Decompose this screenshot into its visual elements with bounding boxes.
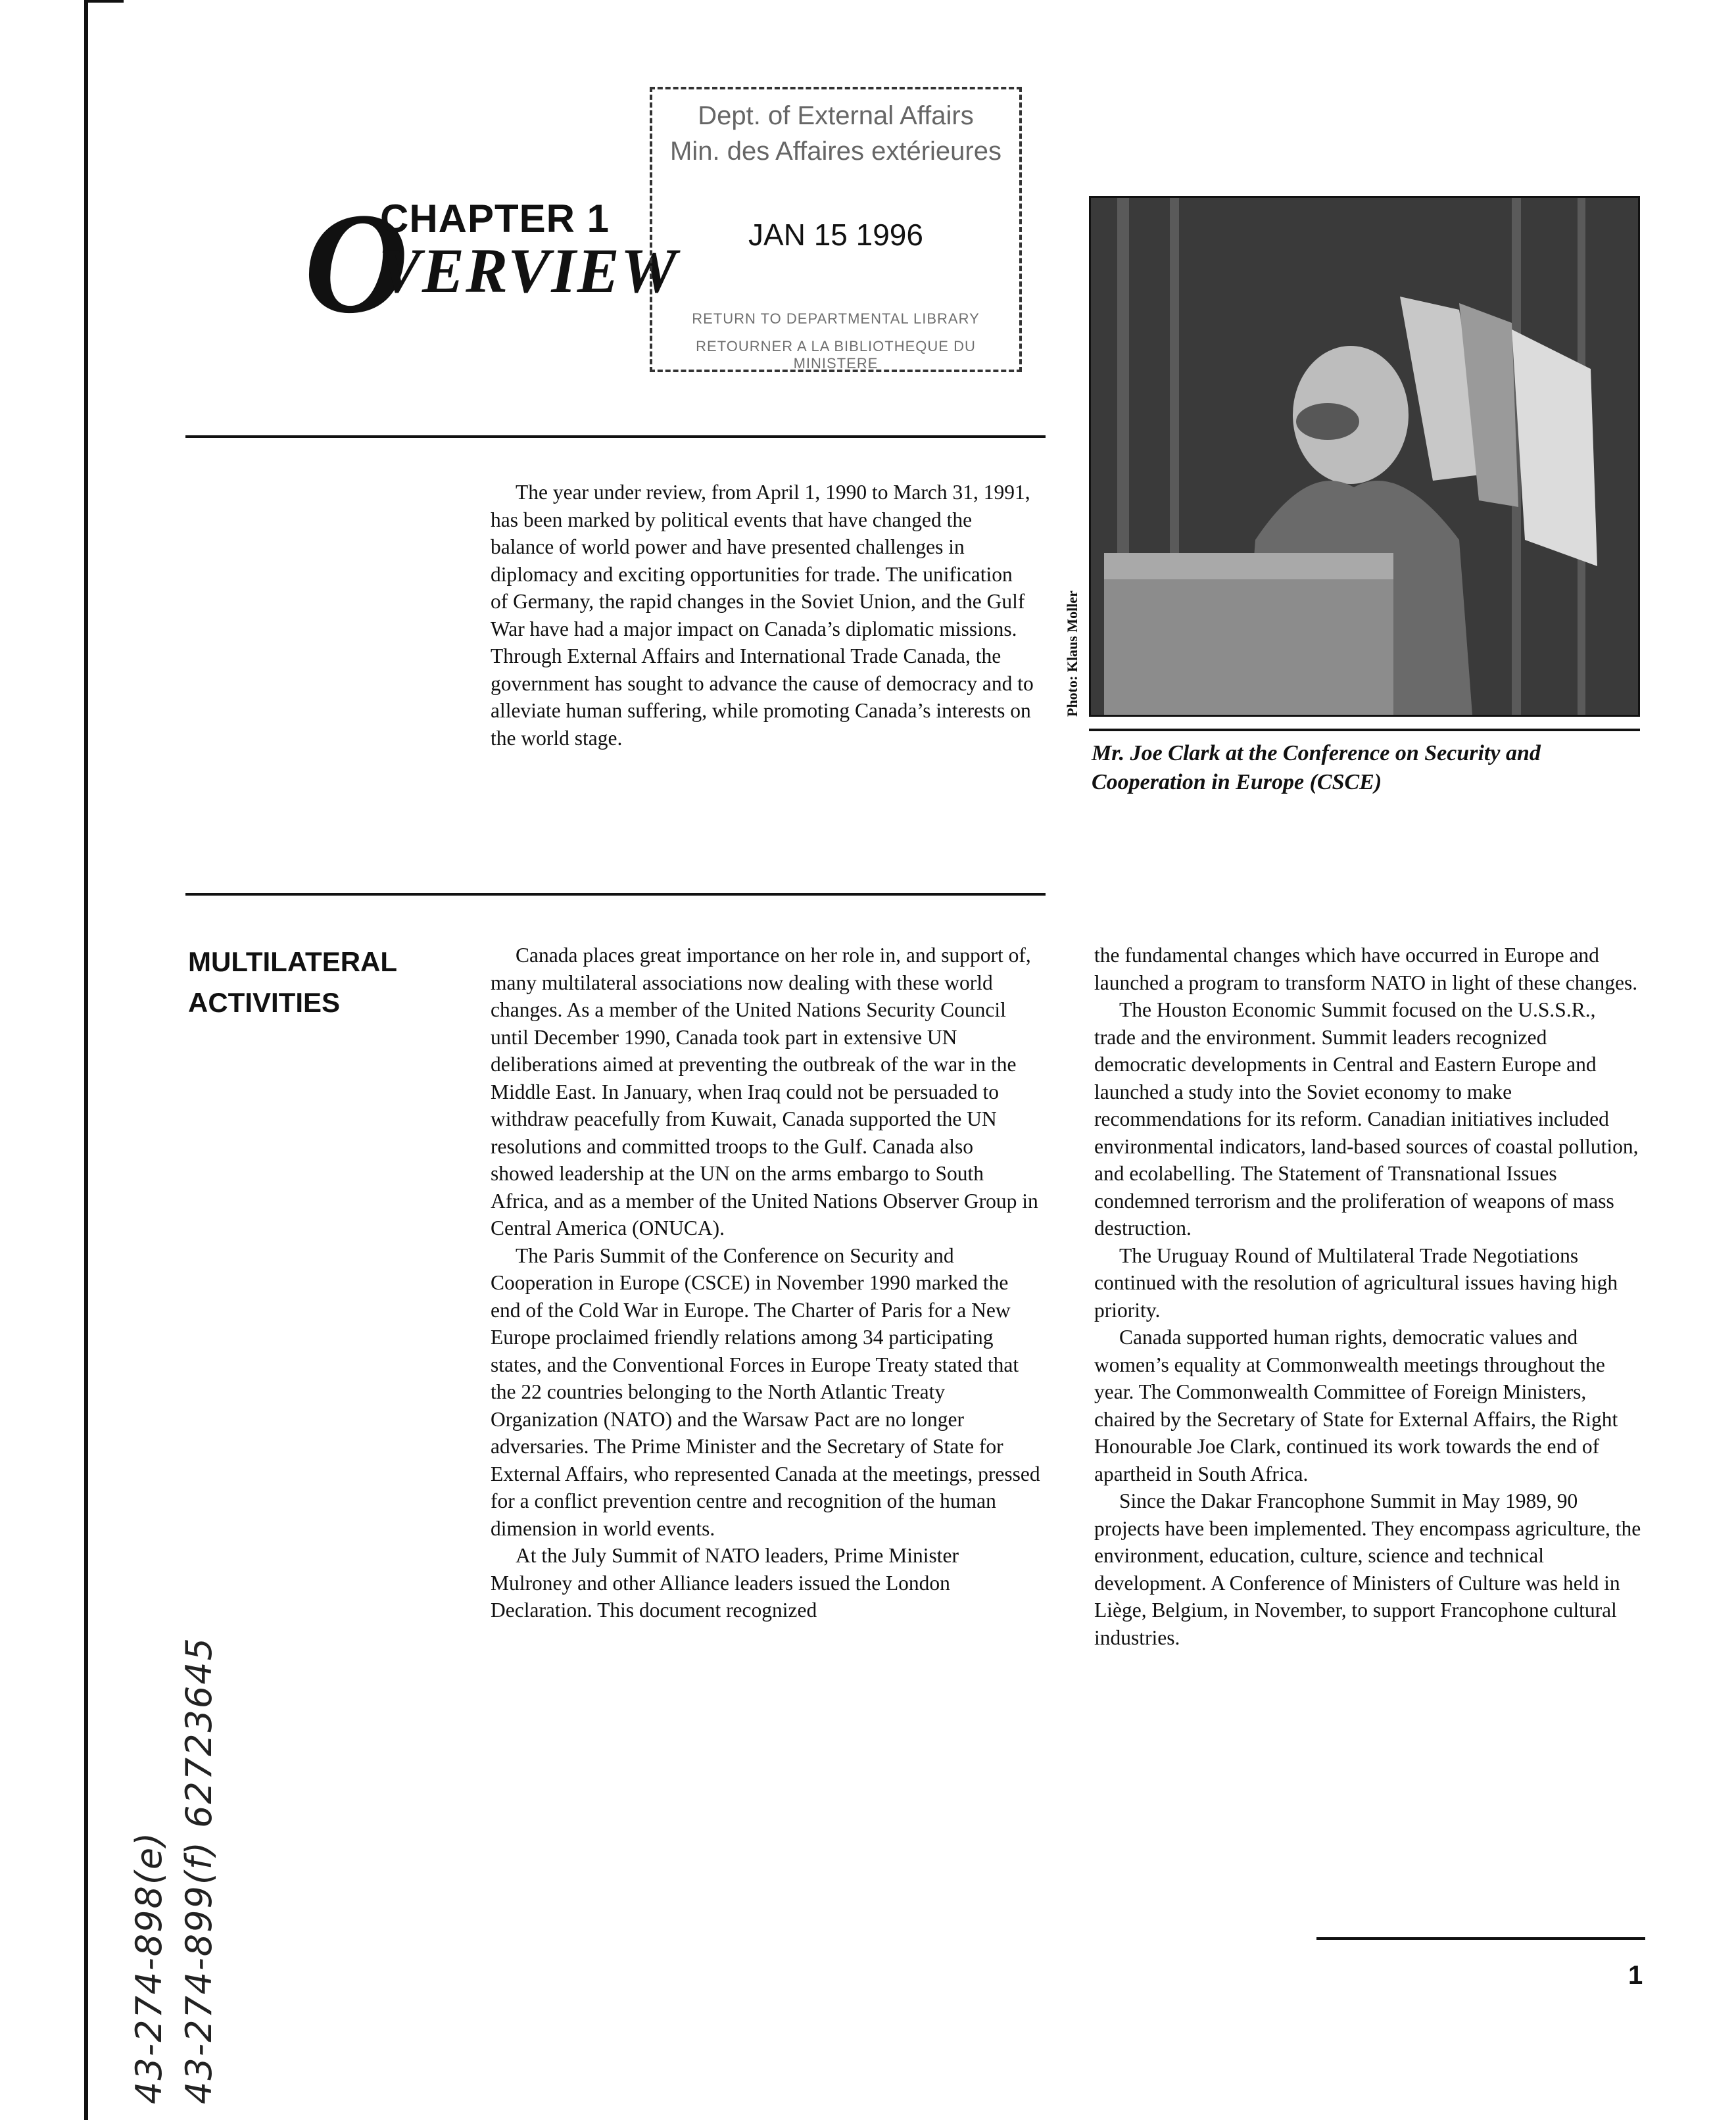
scan-edge-mark xyxy=(84,0,124,3)
page-number: 1 xyxy=(1628,1961,1643,1990)
body-column-2 xyxy=(1094,942,1641,1651)
chapter-label: CHAPTER 1 xyxy=(380,197,610,241)
paragraph: Since the Dakar Francophone Summit in May 1989, 90 projects have been implemented. They encompass agriculture, the environment, education, culture, science and technical development. A Conference of Ministers of Culture was held in Liège, Belgium, in November, to support Francophone cultural industries. xyxy=(1094,1489,1641,1649)
stamp-dept-line: Dept. of External Affairs xyxy=(698,101,974,130)
handwritten-line-2: 43-274-899(f) 62723645 xyxy=(178,1637,220,2104)
paragraph: The Uruguay Round of Multilateral Trade Negotiations continued with the resolution of agricultural issues having high priority. xyxy=(1094,1243,1618,1322)
paragraph: The Paris Summit of the Conference on Security and Cooperation in Europe (CSCE) in November 1990 marked the end of the Cold War in Europe. The Charter of Paris for a New Europe proclaimed friendly relations among 34 participating states, and the Conventional Forces in Europe Treaty stated that the 22 countries belonging to the North Atlantic Treaty Organization (NATO) and the Warsaw Pact are no longer adversaries. The Prime Minister and the Secretary of State for External Affairs, who represented Canada at the meetings, pressed for a conflict prevention centre and recognition of the human dimension in world events. xyxy=(491,1243,1040,1540)
section-rule xyxy=(185,893,1046,896)
paragraph: Canada supported human rights, democratic values and women’s equality at Commonwealth meetings throughout the year. The Commonwealth Committee of Foreign Ministers, chaired by the Secretary of State for External Affairs, the Right Honourable Joe Clark, continued its work towards the end of apartheid in South Africa. xyxy=(1094,1326,1618,1485)
photo-caption: Mr. Joe Clark at the Conference on Security and Cooperation in Europe (CSCE) xyxy=(1092,741,1541,794)
intro-paragraph xyxy=(491,479,1034,752)
paragraph: The Houston Economic Summit focused on the U.S.S.R., trade and the environment. Summit leaders recognized democratic developments in Central and Eastern Europe and launched a study into the Soviet economy to make recommendations for its reform. Canadian initiatives included environmental indicators, land-based sources of coastal pollution, and ecolabelling. The Statement of Transnational Issues condemned terrorism and the proliferation of weapons of mass destruction. xyxy=(1094,998,1639,1240)
handwritten-line-1: 43-274-898(e) xyxy=(128,1831,170,2104)
stamp-min-line: Min. des Affaires extérieures xyxy=(670,137,1001,166)
paragraph: At the July Summit of NATO leaders, Prime Minister Mulroney and other Alliance leaders issued the London Declaration. This document recognized xyxy=(491,1544,959,1622)
scan-edge-line xyxy=(84,0,88,2120)
stamp-retourner-line: RETOURNER A LA BIBLIOTHEQUE DU MINISTERE xyxy=(696,338,976,372)
intro-text: The year under review, from April 1, 1990 to March 31, 1991, has been marked by political events that have changed the balance of world power and have presented challenges in diplomacy and exciting opportunities for trade. The unification of Germany, the rapid changes in the Soviet Union, and the Gulf War have had a major impact on Canada’s diplomatic missions. Through External Affairs and International Trade Canada, the government has sought to advance the cause of democracy and to alleviate human suffering, while promoting Canada’s interests on the world stage. xyxy=(491,481,1034,750)
top-rule xyxy=(185,435,1046,438)
handwritten-catalog-number xyxy=(128,1637,231,2104)
chapter-title-initial: O xyxy=(304,183,408,343)
footer-rule xyxy=(1316,1937,1645,1940)
photo-joe-clark xyxy=(1089,196,1640,717)
paragraph: Canada places great importance on her role in, and support of, many multilateral associations now dealing with these world changes. As a member of the United Nations Security Council until December 1990, Canada took part in extensive UN deliberations aimed at preventing the outbreak of the war in the Middle East. In January, when Iraq could not be persuaded to withdraw peacefully from Kuwait, Canada supported the UN resolutions and committed troops to the Gulf. Canada also showed leadership at the UN on the arms embargo to South Africa, and as a member of the United Nations Observer Group in Central America (ONUCA). xyxy=(491,944,1038,1240)
section-heading-line2: ACTIVITIES xyxy=(188,987,341,1018)
library-stamp xyxy=(650,87,1022,372)
section-heading xyxy=(188,942,438,1023)
section-heading-line1: MULTILATERAL xyxy=(188,946,398,977)
body-column-1 xyxy=(491,942,1040,1624)
caption-rule xyxy=(1089,729,1640,731)
stamp-date: JAN 15 1996 xyxy=(748,218,923,252)
photo-credit: Photo: Klaus Moller xyxy=(1064,590,1080,717)
paragraph-continued: the fundamental changes which have occurred in Europe and launched a program to transform NATO in light of these changes. xyxy=(1094,944,1638,994)
photo-illustration xyxy=(1091,198,1638,715)
stamp-return-line: RETURN TO DEPARTMENTAL LIBRARY xyxy=(692,310,980,327)
chapter-title: VERVIEW xyxy=(379,235,679,306)
